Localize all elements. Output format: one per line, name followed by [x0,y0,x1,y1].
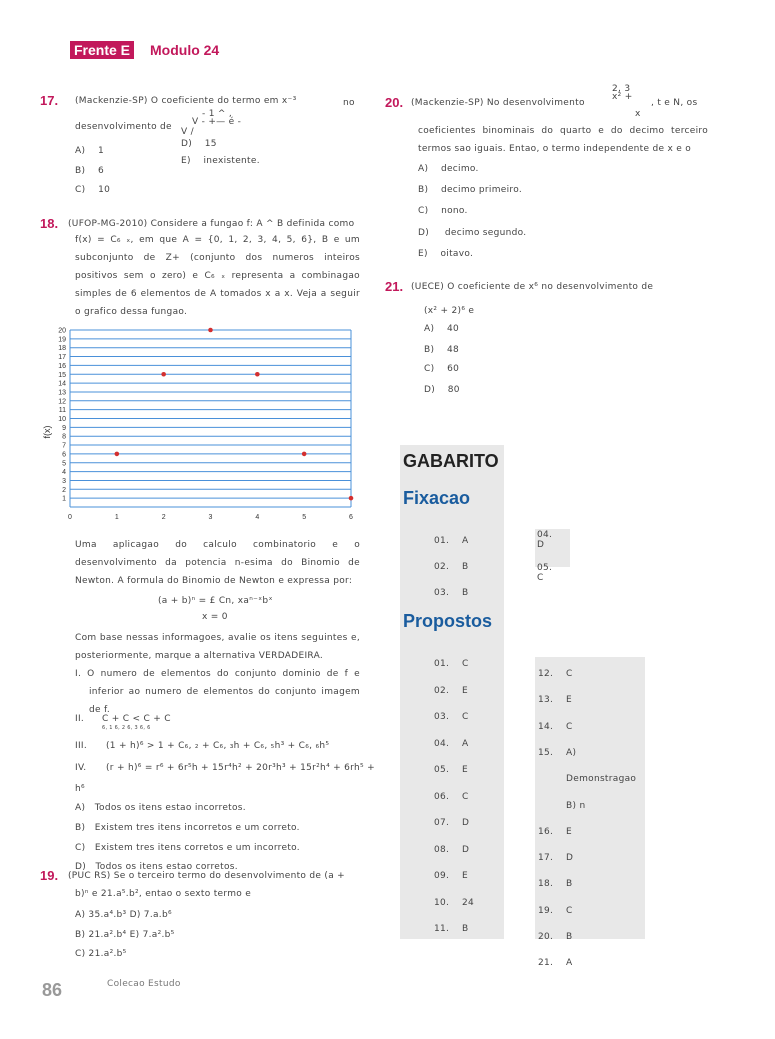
answer-row [538,801,585,811]
question-20-option-a[interactable]: A) decimo. [418,164,479,174]
chart-x-ticks [68,514,353,521]
question-17-text2: desenvolvimento de [75,122,172,132]
answer-number: 17. [538,853,554,864]
answer-number: 10. [434,897,450,908]
question-18-first-line: (UFOP-MG-2010) Considere a fungao f: A ^ B definida como [68,219,355,229]
data-point [302,452,307,457]
answer-row [538,669,573,679]
answer-row [434,588,468,598]
question-18-option-c[interactable]: C) Existem tres itens corretos e um incorreto. [75,843,300,853]
y-tick-label: 13 [58,389,66,397]
answer-row [538,958,572,968]
x-tick-label: 6 [349,514,353,521]
answer-row [434,659,469,669]
binomial-formula: (a + b)ⁿ = £ Cn, xaⁿ⁻ˣbˣ [158,596,273,606]
question-18-option-a[interactable]: A) Todos os itens estao incorretos. [75,803,246,813]
answer-value: A [462,536,469,546]
answer-row [434,818,469,828]
answer-value: C [537,573,544,583]
answer-row [434,686,468,696]
page-number: 86 [42,980,63,1000]
answer-value: E [462,685,468,696]
question-19-option-c[interactable]: C) 21.a².b⁵ [75,949,127,959]
question-18-option-d[interactable]: D) Todos os itens estao corretos. [75,862,238,872]
answer-value: A [566,958,573,969]
x-tick-label: 2 [161,514,166,521]
x-tick-label: 3 [208,514,213,521]
question-18-item-3-label: III. [75,741,88,751]
answer-number: 21. [538,958,554,969]
question-21-line-2: (x² + 2)⁶ e [424,306,475,316]
question-20-fraction-mid: x² + [612,92,633,102]
answer-row [434,562,468,572]
question-17-formula-top: - 1 ^ , [202,109,233,119]
module-title: Modulo 24 [150,42,220,58]
answer-value: C [462,712,469,722]
answer-number: 04. [434,738,450,749]
answer-value: C [566,721,573,732]
fixacao-title: Fixacao [403,488,471,508]
question-21-option-c[interactable]: C) 60 [424,364,460,374]
question-21-number: 21. [385,279,404,294]
answer-value: A [462,738,469,749]
question-20-body: coeficientes binominais do quarto e do decimo terceiro termos sao iguais. Entao, o termo independente de x e o [418,126,708,154]
answer-row [434,712,469,722]
question-17-option-e[interactable]: E) inexistente. [181,156,260,166]
x-tick-label: 5 [302,514,307,521]
question-17-option-d[interactable]: D) 15 [181,139,217,149]
answer-number: 19. [538,905,554,916]
answer-row [538,932,572,942]
y-tick-label: 11 [58,407,66,415]
answer-number: 02. [434,685,450,696]
answer-number: 09. [434,871,450,881]
question-19-number: 19. [40,868,59,883]
question-17-text: (Mackenzie-SP) O coeficiente do termo em x⁻³ [75,96,297,106]
x-tick-label: 1 [114,514,119,521]
y-tick-label: 19 [58,336,66,344]
question-20-option-d[interactable]: D) decimo segundo. [418,228,527,238]
y-tick-label: 14 [58,380,66,388]
question-19-options-ad[interactable]: A) 35.a⁴.b³ D) 7.a.b⁶ [75,910,172,920]
answer-row [434,792,469,802]
question-18-item-4-label: IV. [75,763,87,773]
answer-number: 02. [434,562,450,572]
answer-row [434,536,468,546]
question-21-option-b[interactable]: B) 48 [424,345,460,355]
collection-name: Colecao Estudo [107,979,181,989]
y-tick-label: 7 [62,442,66,450]
answer-value: C [462,659,469,669]
answer-value: C [462,791,469,802]
question-20-number: 20. [385,95,404,110]
question-18-item-2: C + C < C + C [102,714,171,724]
data-point [208,328,213,333]
answer-number: 07. [434,818,450,828]
answer-row [538,827,572,837]
y-tick-label: 15 [58,371,66,379]
question-19-line-2: b)ⁿ e 21.a⁵.b², entao o sexto termo e [75,889,252,899]
answer-number: 16. [538,826,554,837]
answer-row [538,906,573,916]
question-17-option-c[interactable]: C) 10 [75,185,111,195]
binomial-formula-limit: x = 0 [202,612,228,622]
answer-number: 04. [537,530,553,540]
data-point [115,452,120,457]
chart-grid [70,330,351,498]
answer-value: E [462,765,468,775]
answer-row [538,774,636,784]
data-point [161,372,166,377]
answer-row [434,739,468,749]
question-17-number: 17. [40,93,59,108]
answer-row [434,871,468,881]
question-20-fraction-bottom: x [635,109,641,119]
front-label: Frente E [70,41,134,59]
answer-number: 01. [434,659,450,669]
chart-points [115,328,354,501]
answer-value: C [566,669,573,679]
question-18-option-b[interactable]: B) Existem tres itens incorretos e um correto. [75,823,300,833]
y-tick-label: 20 [58,327,66,335]
y-tick-label: 18 [58,345,66,353]
answer-number: 18. [538,879,554,890]
propostos-title: Propostos [403,611,493,631]
answer-value: Demonstragao [566,774,637,785]
chart-y-axis-label: f(x) [42,425,52,439]
question-18-item-2-sub: 6, 1 6, 2 6, 3 6, 6 [102,725,151,731]
answer-row [538,722,573,732]
question-21-option-d[interactable]: D) 80 [424,385,460,395]
question-20-line-1-end: , t e N, os [651,98,698,108]
answer-number: 03. [434,588,450,598]
question-18-item-4-tail: h⁶ [75,784,85,794]
answer-row [434,765,468,775]
question-18-paragraph-2: Com base nessas informagoes, avalie os itens seguintes e, posteriormente, marque a alternativa VERDADEIRA. [75,633,360,661]
answer-value: 24 [462,897,475,908]
y-tick-label: 10 [58,416,66,423]
answer-value: E [462,871,468,881]
question-21-line-1: (UECE) O coeficiente de x⁶ no desenvolvimento de [411,282,654,292]
answer-row [538,879,572,889]
y-tick-label: 8 [62,433,66,441]
x-tick-label: 0 [68,514,72,521]
question-18-item-3: (1 + h)⁶ > 1 + C₆, ₂ + C₆, ₃h + C₆, ₅h³ + C₆, ₆h⁵ [106,741,330,751]
question-20-option-c[interactable]: C) nono. [418,206,468,216]
question-17-text-end: no [343,98,355,108]
question-19-options-be[interactable]: B) 21.a².b⁴ E) 7.a².b⁵ [75,930,175,940]
answer-value: D [537,540,545,550]
question-17-formula-bottom: V / [181,127,194,137]
chart-y-ticks [58,328,66,503]
question-17-formula-mid: V - +— é - [192,117,242,127]
answer-row [538,853,573,863]
answer-value: B) n [566,800,586,811]
answer-row [537,563,552,583]
answer-number: 20. [538,932,554,942]
question-19-line-1: (PUC RS) Se o terceiro termo do desenvolvimento de (a + [68,871,346,881]
answer-number: 13. [538,695,554,706]
answer-row [434,898,474,908]
question-18-paragraph-1: Uma aplicagao do calculo combinatorio e o desenvolvimento da potencia n-esima do Binomio de Newton. A formula do Binomio de Newton e expressa por: [75,540,360,586]
question-18-item-4: (r + h)⁶ = r⁶ + 6r⁵h + 15r⁴h² + 20r³h³ + 15r²h⁴ + 6rh⁵ + [106,763,375,773]
answer-value: E [566,826,572,837]
answer-number: 05. [434,765,450,775]
question-20-line-1: (Mackenzie-SP) No desenvolvimento [411,98,585,108]
y-tick-label: 4 [62,469,66,477]
answer-number: 15. [538,747,554,758]
answer-value: D [462,818,470,828]
y-tick-label: 9 [62,424,66,432]
answer-row [538,748,576,758]
function-graph [40,322,360,527]
answer-value: D [462,844,470,855]
data-point [349,496,354,501]
answer-number: 12. [538,669,554,679]
answer-value: D [566,853,574,864]
answer-number: 03. [434,712,450,722]
answer-value: B [566,879,573,890]
question-20-option-e[interactable]: E) oitavo. [418,249,474,259]
answer-value: A) [566,747,577,758]
y-tick-label: 2 [62,486,66,494]
y-tick-label: 16 [58,362,66,370]
answer-number: 05. [537,563,553,573]
answer-row [538,695,572,705]
gabarito-title: GABARITO [403,451,499,471]
question-18-number: 18. [40,216,59,231]
question-18-item-2-label: II. [75,714,85,724]
question-18-item-1: I. O numero de elementos do conjunto dominio de f e inferior ao numero de elementos do conjunto imagem de f. [75,669,360,715]
x-tick-label: 4 [255,514,260,521]
question-21-option-a[interactable]: A) 40 [424,324,459,334]
answer-row [434,924,468,934]
answer-value: B [462,924,469,934]
answer-value: B [462,562,469,572]
question-20-fraction-top: 2, 3 [612,84,631,94]
question-17-option-a[interactable]: A) 1 [75,146,104,156]
y-tick-label: 12 [58,398,66,406]
y-tick-label: 5 [62,460,66,468]
answer-value: B [566,932,573,942]
answer-number: 11. [434,924,450,934]
question-17-option-b[interactable]: B) 6 [75,166,104,176]
y-tick-label: 1 [62,495,66,503]
y-tick-label: 17 [58,354,66,362]
answer-row [434,845,469,855]
answer-value: C [566,905,573,916]
answer-value: E [566,695,572,706]
answer-number: 01. [434,536,450,546]
question-20-option-b[interactable]: B) decimo primeiro. [418,185,523,195]
y-tick-label: 6 [62,451,66,459]
answer-number: 06. [434,791,450,802]
question-18-body: f(x) = C₆ ₓ, em que A = {0, 1, 2, 3, 4, 5, 6}, B e um subconjunto de Z+ (conjunto dos numeros inteiros positivos sem o zero) e C₆ ₓ representa a combinagao simples de 6 elementos de A tomados x a x. Veja a seguir o grafico dessa fungao. [75,235,360,317]
y-tick-label: 3 [62,477,66,485]
answer-number: 14. [538,721,554,732]
answer-row [537,530,552,550]
answer-number: 08. [434,844,450,855]
data-point [255,372,260,377]
answer-value: B [462,588,469,598]
